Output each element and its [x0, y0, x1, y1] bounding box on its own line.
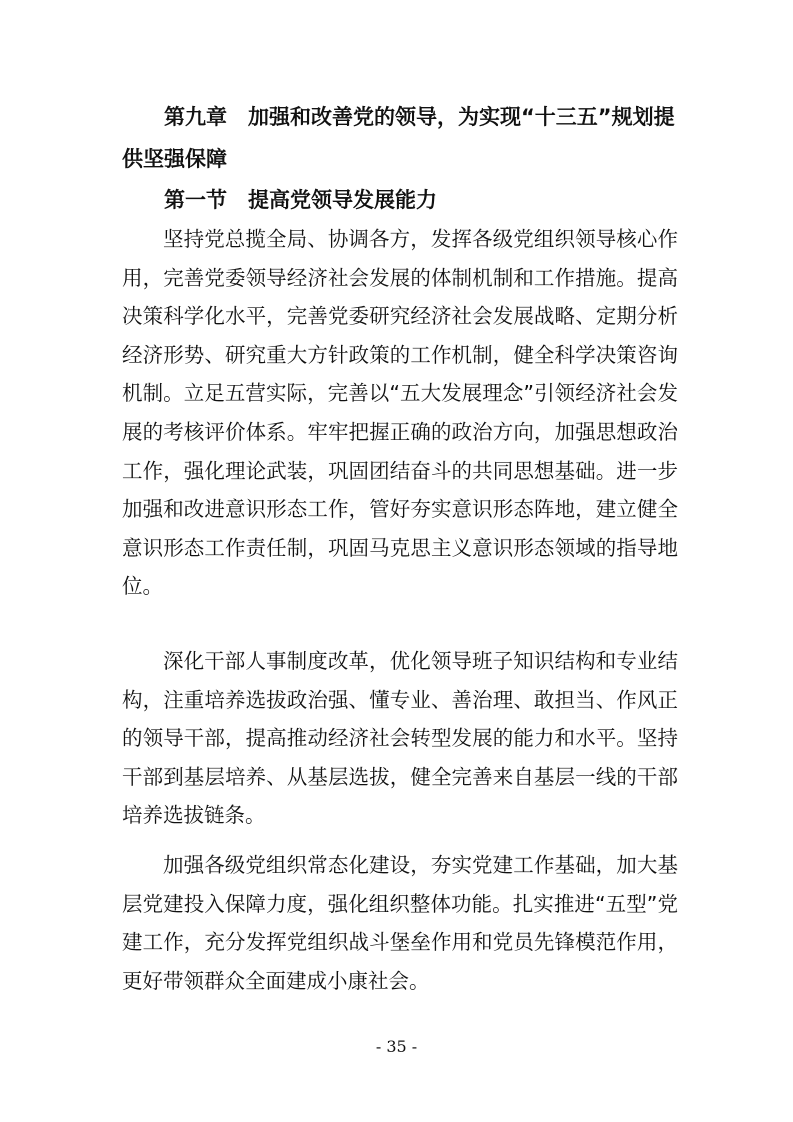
page-number: - 35 - — [375, 1037, 418, 1056]
chapter-title: 第九章 加强和改善党的领导，为实现“十三五”规划提供坚强保障 — [122, 105, 675, 171]
section-title: 第一节 提高党领导发展能力 — [164, 188, 437, 212]
body-paragraph-1: 坚持党总揽全局、协调各方，发挥各级党组织领导核心作用，完善党委领导经济社会发展的体制机制和工作措施。提高决策科学化水平，完善党委研究经济社会发展战略、定期分析经济形势、研究重大方针政策的工作机制，健全科学决策咨询机制。立足五营实际，完善以“五大发展理念”引领经济社会发展的考核评价体系。牢牢把握正确的政治方向，加强思想政治工作，强化理论武装，巩固团结奋斗的共同思想基础。进一步加强和改进意识形态工作，管好夯实意识形态阵地，建立健全意识形态工作责任制，巩固马克思主义意识形态领域的指导地位。 — [122, 227, 678, 599]
body-paragraph-2: 深化干部人事制度改革，优化领导班子知识结构和专业结构，注重培养选拔政治强、懂专业、善治理、敢担当、作风正的领导干部，提高推动经济社会转型发展的能力和水平。坚持干部到基层培养、从基层选拔，健全完善来自基层一线的干部培养选拔链条。 — [122, 649, 678, 828]
body-paragraph-3: 加强各级党组织常态化建设，夯实党建工作基础，加大基层党建投入保障力度，强化组织整体功能。扎实推进“五型”党建工作，充分发挥党组织战斗堡垒作用和党员先锋模范作用，更好带领群众全面建成小康社会。 — [122, 853, 678, 993]
